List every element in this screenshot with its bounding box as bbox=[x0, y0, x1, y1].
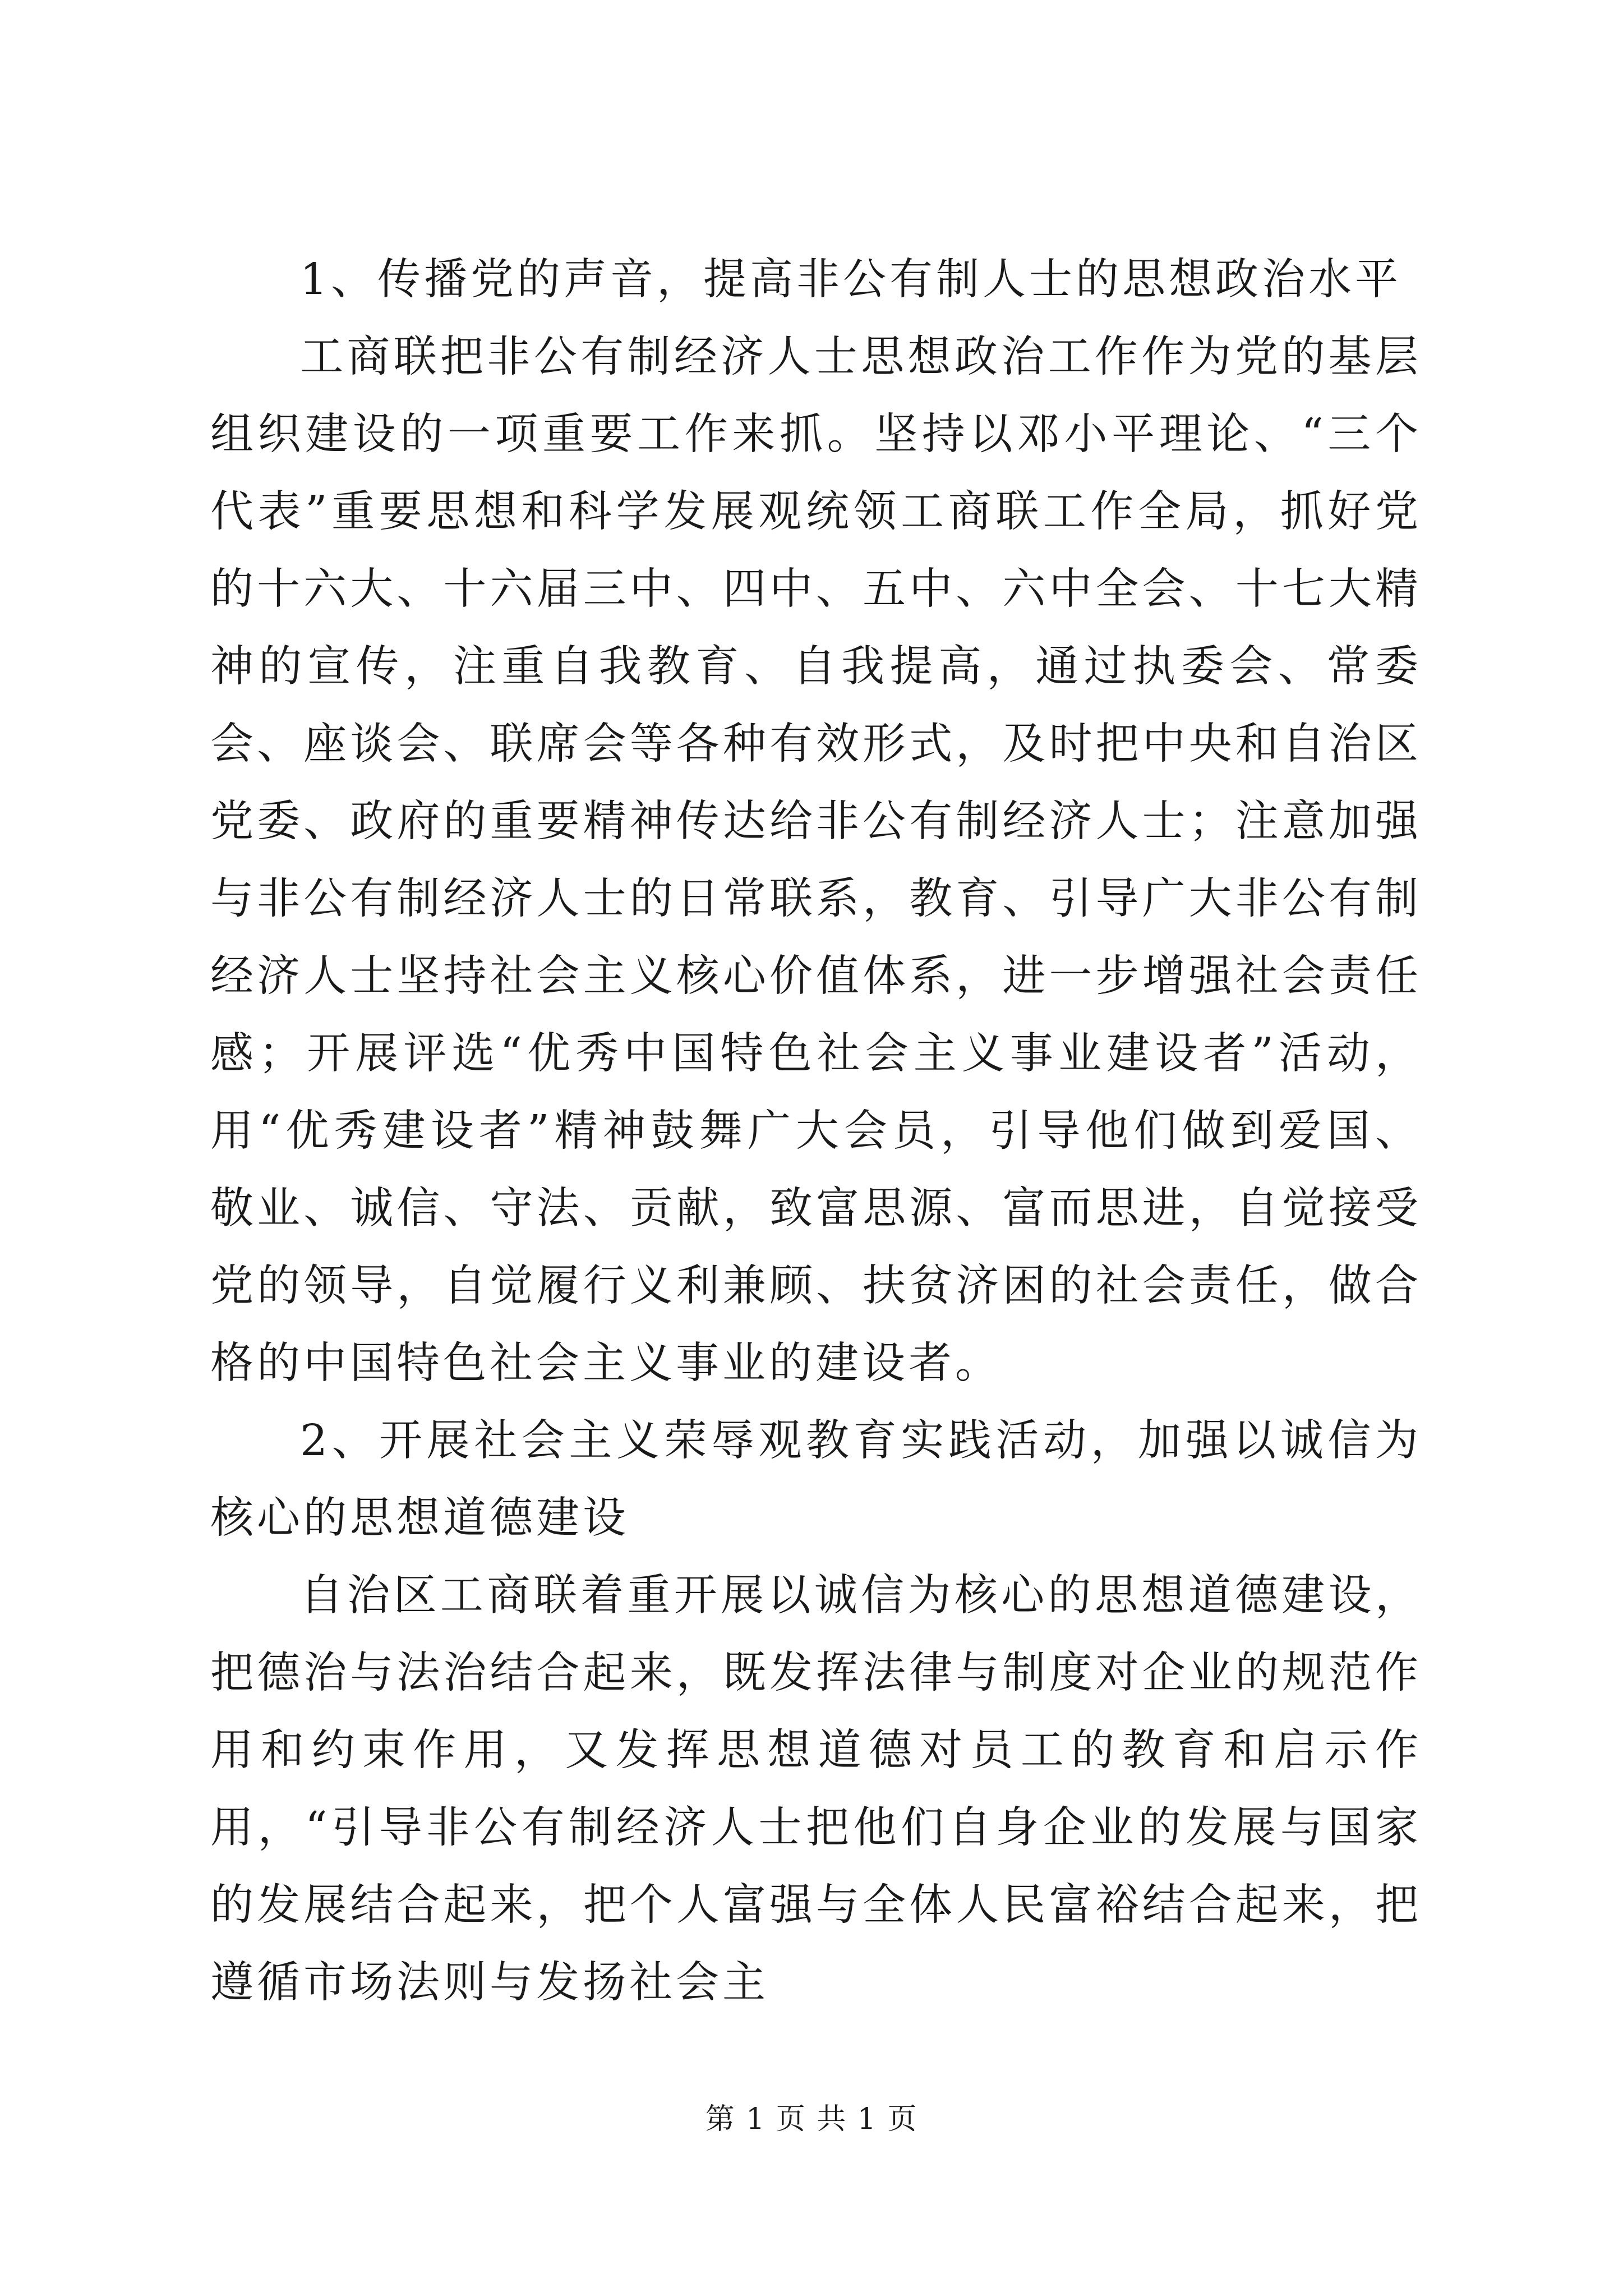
paragraph-2: 自治区工商联着重开展以诚信为核心的思想道德建设，把德治与法治结合起来，既发挥法律与制度对企业的规范作用和约束作用，又发挥思想道德对员工的教育和启示作用，“引导非公有制经济人士把他们自身企业的发展与国家的发展结合起来，把个人富强与全体人民富裕结合起来，把遵循市场法则与发扬社会主 bbox=[210, 1571, 1422, 2008]
page-footer bbox=[0, 2095, 1623, 2137]
paragraph-1: 工商联把非公有制经济人士思想政治工作作为党的基层组织建设的一项重要工作来抓。坚持以邓小平理论、“三个代表”重要思想和科学发展观统领工商联工作全局，抓好党的十六大、十六届三中、四中、五中、六中全会、十七大精神的宣传，注重自我教育、自我提高，通过执委会、常委会、座谈会、联席会等各种有效形式，及时把中央和自治区党委、政府的重要精神传达给非公有制经济人士；注意加强与非公有制经济人士的日常联系，教育、引导广大非公有制经济人士坚持社会主义核心价值体系，进一步增强社会责任感；开展评选“优秀中国特色社会主义事业建设者”活动，用“优秀建设者”精神鼓舞广大会员，引导他们做到爱国、敬业、诚信、守法、贡献，致富思源、富而思进，自觉接受党的领导，自觉履行义利兼顾、扶贫济困的社会责任，做合格的中国特色社会主义事业的建设者。 bbox=[210, 332, 1422, 1388]
section-heading-2: 2、开展社会主义荣辱观教育实践活动，加强以诚信为核心的思想道德建设 bbox=[210, 1416, 1422, 1543]
section-heading-1: 1、传播党的声音，提高非公有制人士的思想政治水平 bbox=[300, 255, 1401, 305]
document-body bbox=[210, 241, 1422, 2022]
page-number: 第 1 页 共 1 页 bbox=[705, 2102, 918, 2136]
